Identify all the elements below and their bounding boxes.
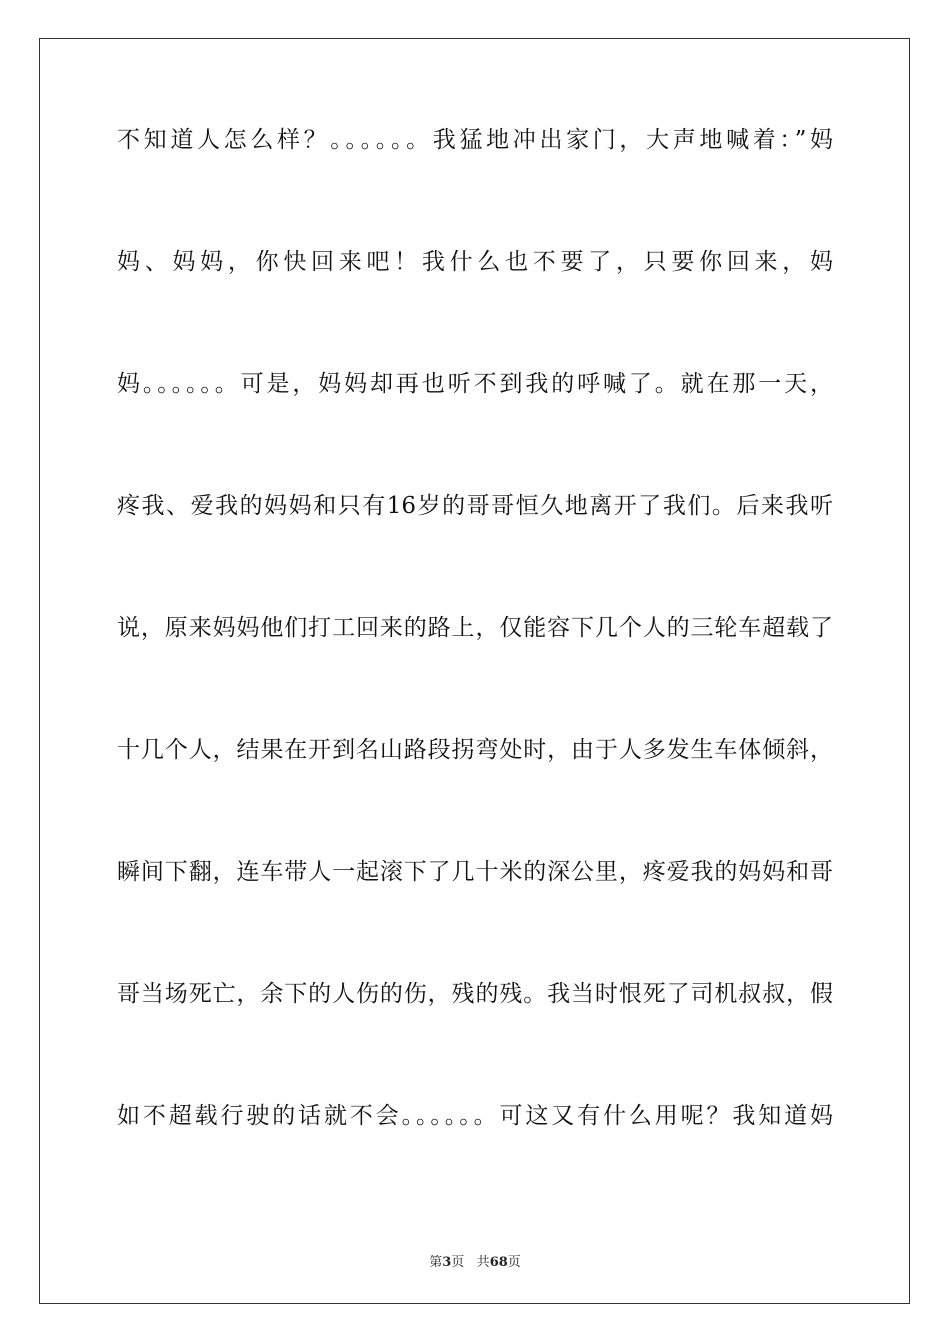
document-body — [117, 126, 833, 1224]
page-prefix: 第 — [429, 1255, 443, 1270]
total-prefix: 共 — [476, 1255, 490, 1270]
total-suffix: 页 — [507, 1255, 521, 1270]
page-suffix: 页 — [451, 1255, 465, 1270]
text-line-6: 十几个人，结果在开到名山路段拐弯处时，由于人多发生车体倾斜， — [117, 737, 833, 763]
text-line-9: 如不超载行驶的话就不会。。。。。。可这又有什么用呢？我知道妈 — [117, 1103, 833, 1129]
text-line-2: 妈、妈妈，你快回来吧！我什么也不要了，只要你回来，妈 — [117, 249, 833, 275]
text-line-1: 不知道人怎么样？。。。。。。我猛地冲出家门，大声地喊着：”妈 — [117, 127, 833, 153]
text-line-7: 瞬间下翻，连车带人一起滚下了几十米的深公里，疼爱我的妈妈和哥 — [117, 859, 833, 885]
page-footer — [0, 1251, 950, 1270]
total-pages: 68 — [489, 1255, 508, 1270]
text-line-3: 妈。。。。。。可是，妈妈却再也听不到我的呼喊了。就在那一天， — [117, 371, 833, 397]
text-line-4: 疼我、爱我的妈妈和只有16岁的哥哥恒久地离开了我们。后来我听 — [117, 493, 833, 519]
page-number: 3 — [442, 1255, 452, 1270]
text-line-8: 哥当场死亡，余下的人伤的伤，残的残。我当时恨死了司机叔叔，假 — [117, 981, 833, 1007]
text-line-5: 说，原来妈妈他们打工回来的路上，仅能容下几个人的三轮车超载了 — [117, 615, 833, 641]
